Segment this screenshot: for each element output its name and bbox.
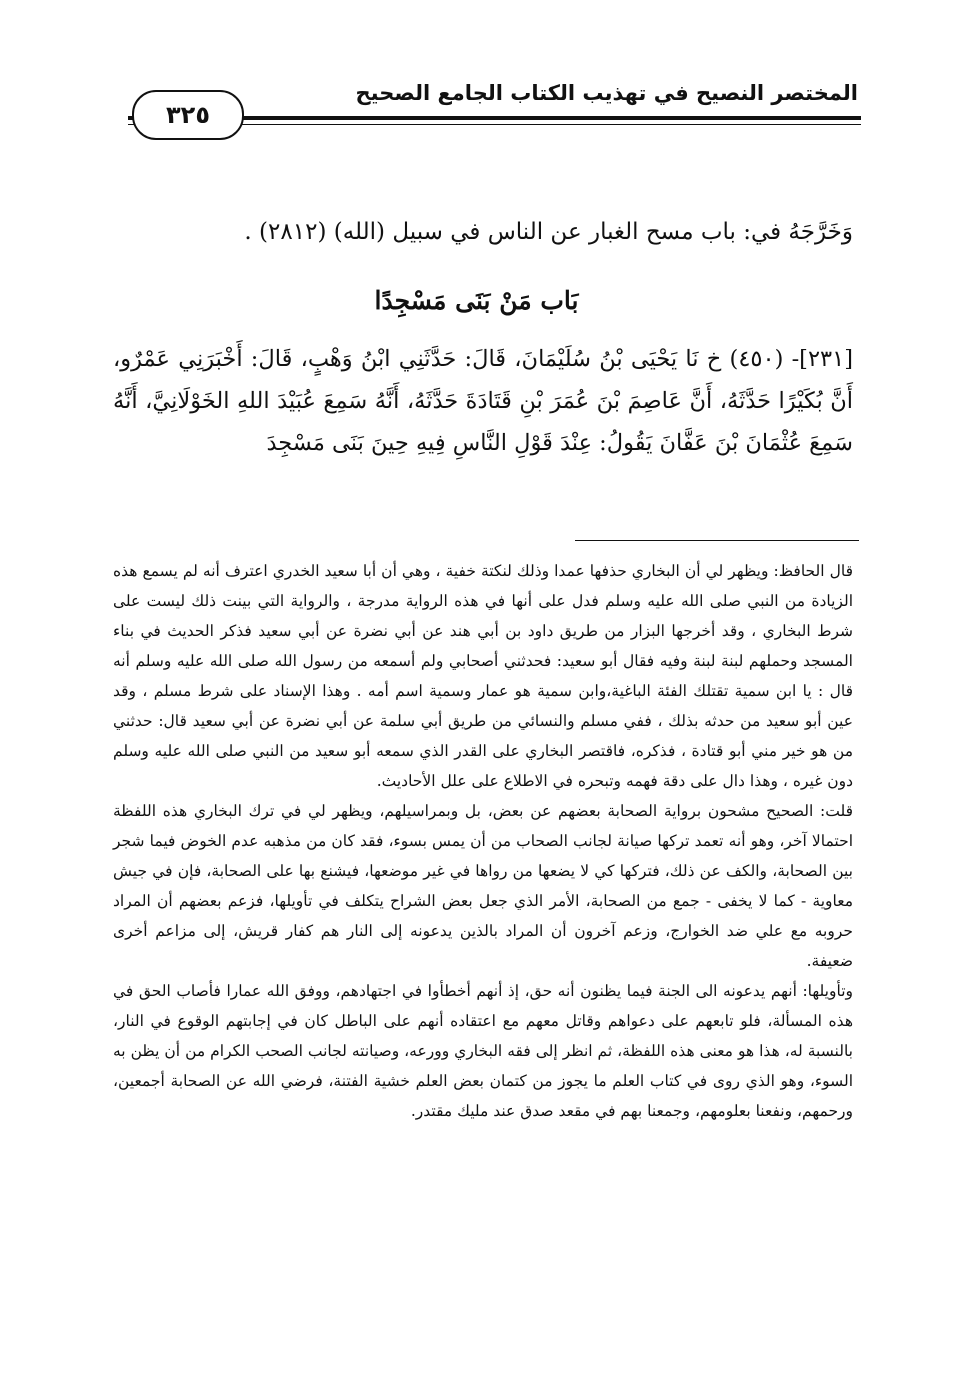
- footnote-separator: [575, 540, 859, 541]
- page-number-badge: [132, 90, 244, 140]
- footnotes: [113, 556, 853, 1126]
- footnote-paragraph: قلت: الصحيح مشحون برواية الصحابة بعضهم عن بعض، بل وبمراسيلهم، ويظهر لي في ترك البخاري هذه اللفظة احتمالا آخر، وهو أنه تعمد تركها صيانة لجانب الصحاب من أن يمس بسوء، فقد كان من مذهبه عدم الخوض فيما شجر بين الصحابة، والكف عن ذلك، فتركها كي لا يضعها من رواها في غير موضعها، فيشنع بها على الصحابة، فإن في جيش معاوية - كما لا يخفى - جمع من الصحابة، الأمر الذي جعل بعض الشراح يتكلف في تأويلها، فزعم بعضهم أن المراد حروبه مع علي ضد الخوارج، وزعم آخرون أن المراد بالذين يدعونه إلى النار هم كفار قريش، إلى مزاعم أخرى ضعيفة.: [113, 802, 853, 970]
- page-number: ٣٢٥: [166, 101, 210, 129]
- footnote-paragraph: قال الحافظ: ويظهر لي أن البخاري حذفها عمدا وذلك لنكتة خفية ، وهي أن أبا سعيد الخدري اعترف أنه لم يسمع هذه الزيادة من النبي صلى الله عليه وسلم فدل على أنها في هذه الرواية مدرجة ، والرواية التي بينت ذلك ليست على شرط البخاري ، وقد أخرجها البزار من طريق داود بن أبي هند عن أبي نضرة عن أبي سعيد فذكر الحديث في بناء المسجد وحملهم لبنة لبنة وفيه فقال أبو سعيد: فحدثني أصحابي ولم أسمعه من رسول الله صلى الله عليه وسلم أنه قال : يا ابن سمية تقتلك الفئة الباغية،وابن سمية هو عمار وسمية اسم أمه . وهذا الإسناد على شرط مسلم ، وقد عين أبو سعيد من حدثه بذلك ، ففي مسلم والنسائي من طريق أبي سلمة عن أبي نضرة عن أبي سعيد قال: حدثني من هو خير مني أبو قتادة ، فذكره، فاقتصر البخاري على القدر الذي سمعه أبو سعيد من النبي صلى الله عليه وسلم دون غيره ، وهذا دال على دقة فهمه وتبحره في الاطلاع على علل الأحاديث.: [113, 562, 853, 790]
- reference-line: وَخَرَّجَهُ في: باب مسح الغبار عن الناس في سبيل (الله) (٢٨١٢) .: [244, 219, 853, 245]
- footnote-paragraph: وتأويلها: أنهم يدعونه الى الجنة فيما يظنون أنه حق، إذ أنهم أخطأوا في اجتهادهم، ووفق الله عمارا فأصاب الحق في هذه المسألة، فلو تابعهم على دعواهم وقاتل معهم مع اعتقاده أنهم على الباطل كان في إجابتهم الوقوع في النار، بالنسبة له، هذا هو معنى هذه اللفظة، ثم انظر إلى فقه البخاري وورعه، وصيانته لجانب الصحب الكرام من أن يظن به السوء، وهو الذي روى في كتاب العلم ما يجوز من كتمان بعض العلم خشية الفتنة، فرضي الله عن الصحابة أجمعين، ورحمهم، ونفعنا بعلومهم، وجمعنا بهم في مقعد صدق عند مليك مقتدر.: [113, 982, 853, 1120]
- hadith-text: [٢٣١]- (٤٥٠) خ نَا يَحْيَى بْنُ سُلَيْمَانَ، قَالَ: حَدَّثَنِي ابْنُ وَهْبٍ، قَالَ: أَخْبَرَنِي عَمْرٌو، أَنَّ بُكَيْرًا حَدَّثَهُ، أَنَّ عَاصِمَ بْنَ عُمَرَ بْنِ قَتَادَةَ حَدَّثَهُ، أَنَّهُ سَمِعَ عُبَيْدَ اللهِ الخَوْلَانِيَّ، أَنَّهُ سَمِعَ عُثْمَانَ بْنَ عَفَّانَ يَقُولُ: عِنْدَ قَوْلِ النَّاسِ فِيهِ حِينَ بَنَى مَسْجِدَ: [113, 346, 854, 456]
- running-header-title: المختصر النصيح في تهذيب الكتاب الجامع الصحيح: [355, 81, 858, 105]
- chapter-title: بَاب مَنْ بَنَى مَسْجِدًا: [374, 286, 579, 315]
